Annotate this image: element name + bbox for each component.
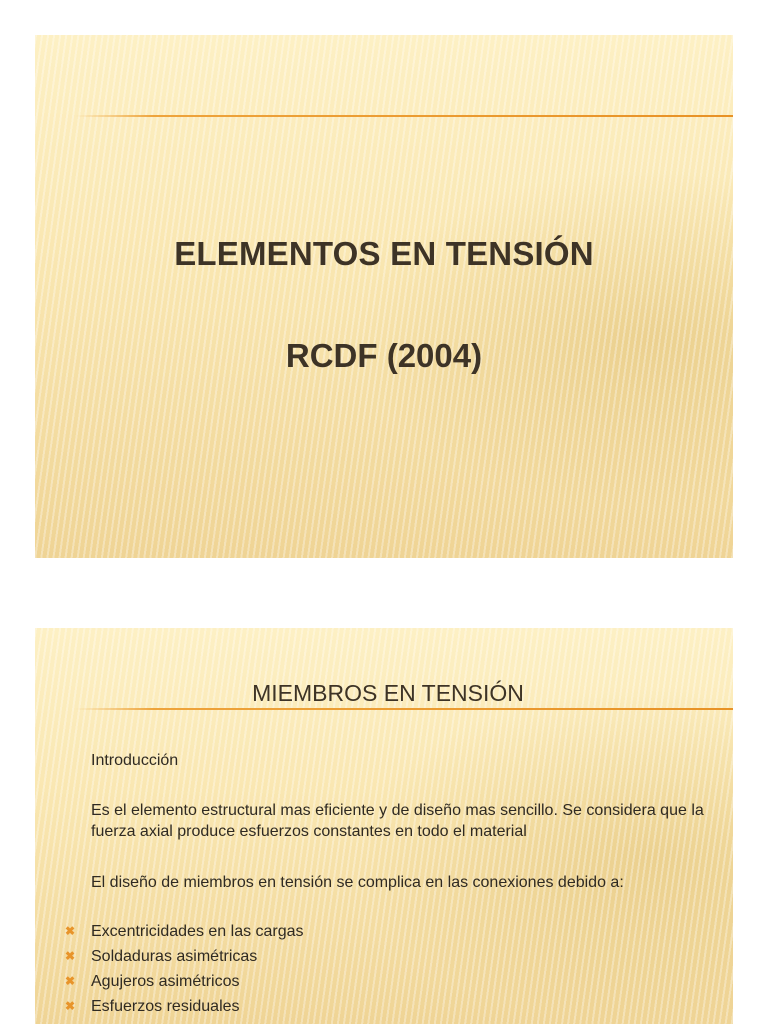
list-item	[65, 971, 304, 996]
list-item	[65, 946, 304, 971]
list-item-text: Soldaduras asimétricas	[91, 948, 258, 965]
bullet-list	[65, 921, 304, 1021]
slide-title: ELEMENTOS EN TENSIÓN	[174, 235, 594, 272]
orange-rule	[75, 115, 733, 117]
x-mark-icon: ✖	[65, 949, 76, 963]
title-slide	[35, 35, 733, 558]
x-mark-icon: ✖	[65, 999, 76, 1013]
slide-subtitle: RCDF (2004)	[285, 337, 483, 374]
list-item-text: Excentricidades en las cargas	[91, 923, 304, 940]
design-paragraph: El diseño de miembros en tensión se complica en las conexiones debido a:	[91, 874, 624, 891]
slide-heading: MIEMBROS EN TENSIÓN	[252, 680, 524, 706]
list-item	[65, 921, 304, 946]
list-item-text: Agujeros asimétricos	[91, 973, 240, 990]
list-item-text: Esfuerzos residuales	[91, 998, 240, 1015]
body-paragraph: Es el elemento estructural mas eficiente y de diseño mas sencillo. Se considera que la fuerza axial produce esfuerzos constantes en todo el material	[91, 802, 704, 840]
x-mark-icon: ✖	[65, 974, 76, 988]
intro-text: Introducción	[91, 752, 179, 769]
list-item	[65, 996, 304, 1021]
x-mark-icon: ✖	[65, 924, 76, 938]
orange-rule	[75, 708, 733, 710]
content-slide	[35, 628, 733, 1024]
